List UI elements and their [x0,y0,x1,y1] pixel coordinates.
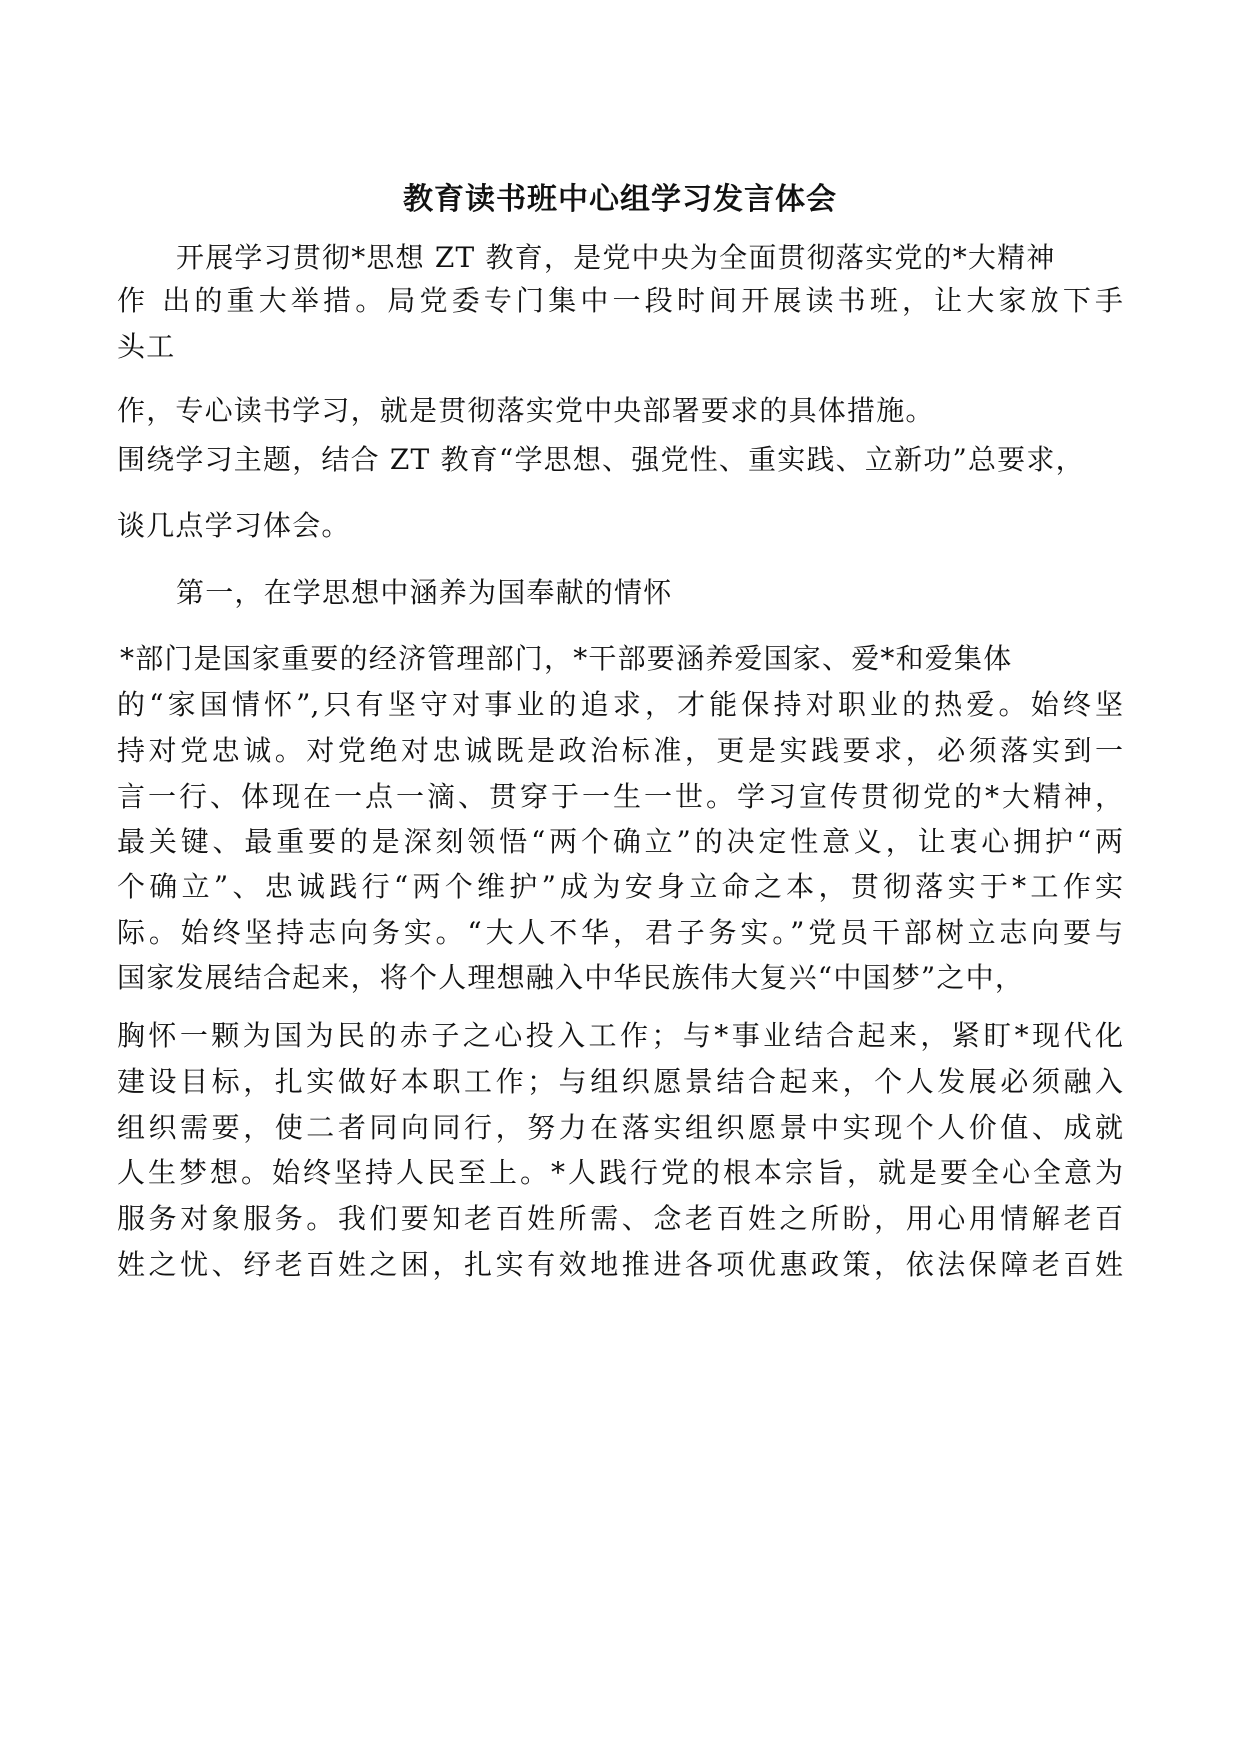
document-title: 教育读书班中心组学习发言体会 [403,182,837,217]
paragraph-line: 服务对象服务。我们要知老百姓所需、念老百姓之所盼，用心用情解老百 [117,1202,1123,1235]
paragraph-line: 的“家国情怀”,只有坚守对事业的追求，才能保持对职业的热爱。始终坚 [117,688,1123,721]
paragraph-line: 谈几点学习体会。 [117,509,351,542]
paragraph-line: 国家发展结合起来，将个人理想融入中华民族伟大复兴“中国梦”之中， [117,961,1025,994]
paragraph-line: 作 出的重大举措。局党委专门集中一段时间开展读书班，让大家放下手 [117,284,1123,317]
paragraph-line: 言一行、体现在一点一滴、贯穿于一生一世。学习宣传贯彻党的*大精神， [117,780,1123,813]
paragraph-line: *部门是国家重要的经济管理部门，*干部要涵养爱国家、爱*和爱集体 [120,642,1013,675]
paragraph-line: 际。始终坚持志向务实。“大人不华，君子务实。”党员干部树立志向要与 [117,916,1123,949]
paragraph-line: 持对党忠诚。对党绝对忠诚既是政治标准，更是实践要求，必须落实到一 [117,734,1123,767]
paragraph-line: 姓之忧、纾老百姓之困，扎实有效地推进各项优惠政策，依法保障老百姓 [117,1248,1123,1281]
paragraph-line: 围绕学习主题，结合 ZT 教育“学思想、强党性、重实践、立新功”总要求， [117,443,1085,476]
paragraph-line: 人生梦想。始终坚持人民至上。*人践行党的根本宗旨，就是要全心全意为 [117,1156,1123,1189]
paragraph-line: 头工 [117,330,176,363]
paragraph-line: 最关键、最重要的是深刻领悟“两个确立”的决定性意义，让衷心拥护“两 [117,825,1123,858]
paragraph-line: 作，专心读书学习，就是贯彻落实党中央部署要求的具体措施。 [117,394,935,427]
paragraph-line: 组织需要，使二者同向同行，努力在落实组织愿景中实现个人价值、成就 [117,1111,1123,1144]
paragraph-line: 个确立”、忠诚践行“两个维护”成为安身立命之本，贯彻落实于*工作实 [117,870,1123,903]
paragraph-line: 开展学习贯彻*思想 ZT 教育，是党中央为全面贯彻落实党的*大精神 [176,241,1056,274]
section-heading: 第一，在学思想中涵养为国奉献的情怀 [176,576,673,609]
paragraph-line: 胸怀一颗为国为民的赤子之心投入工作；与*事业结合起来，紧盯*现代化 [117,1019,1123,1052]
paragraph-line: 建设目标，扎实做好本职工作；与组织愿景结合起来，个人发展必须融入 [117,1065,1123,1098]
